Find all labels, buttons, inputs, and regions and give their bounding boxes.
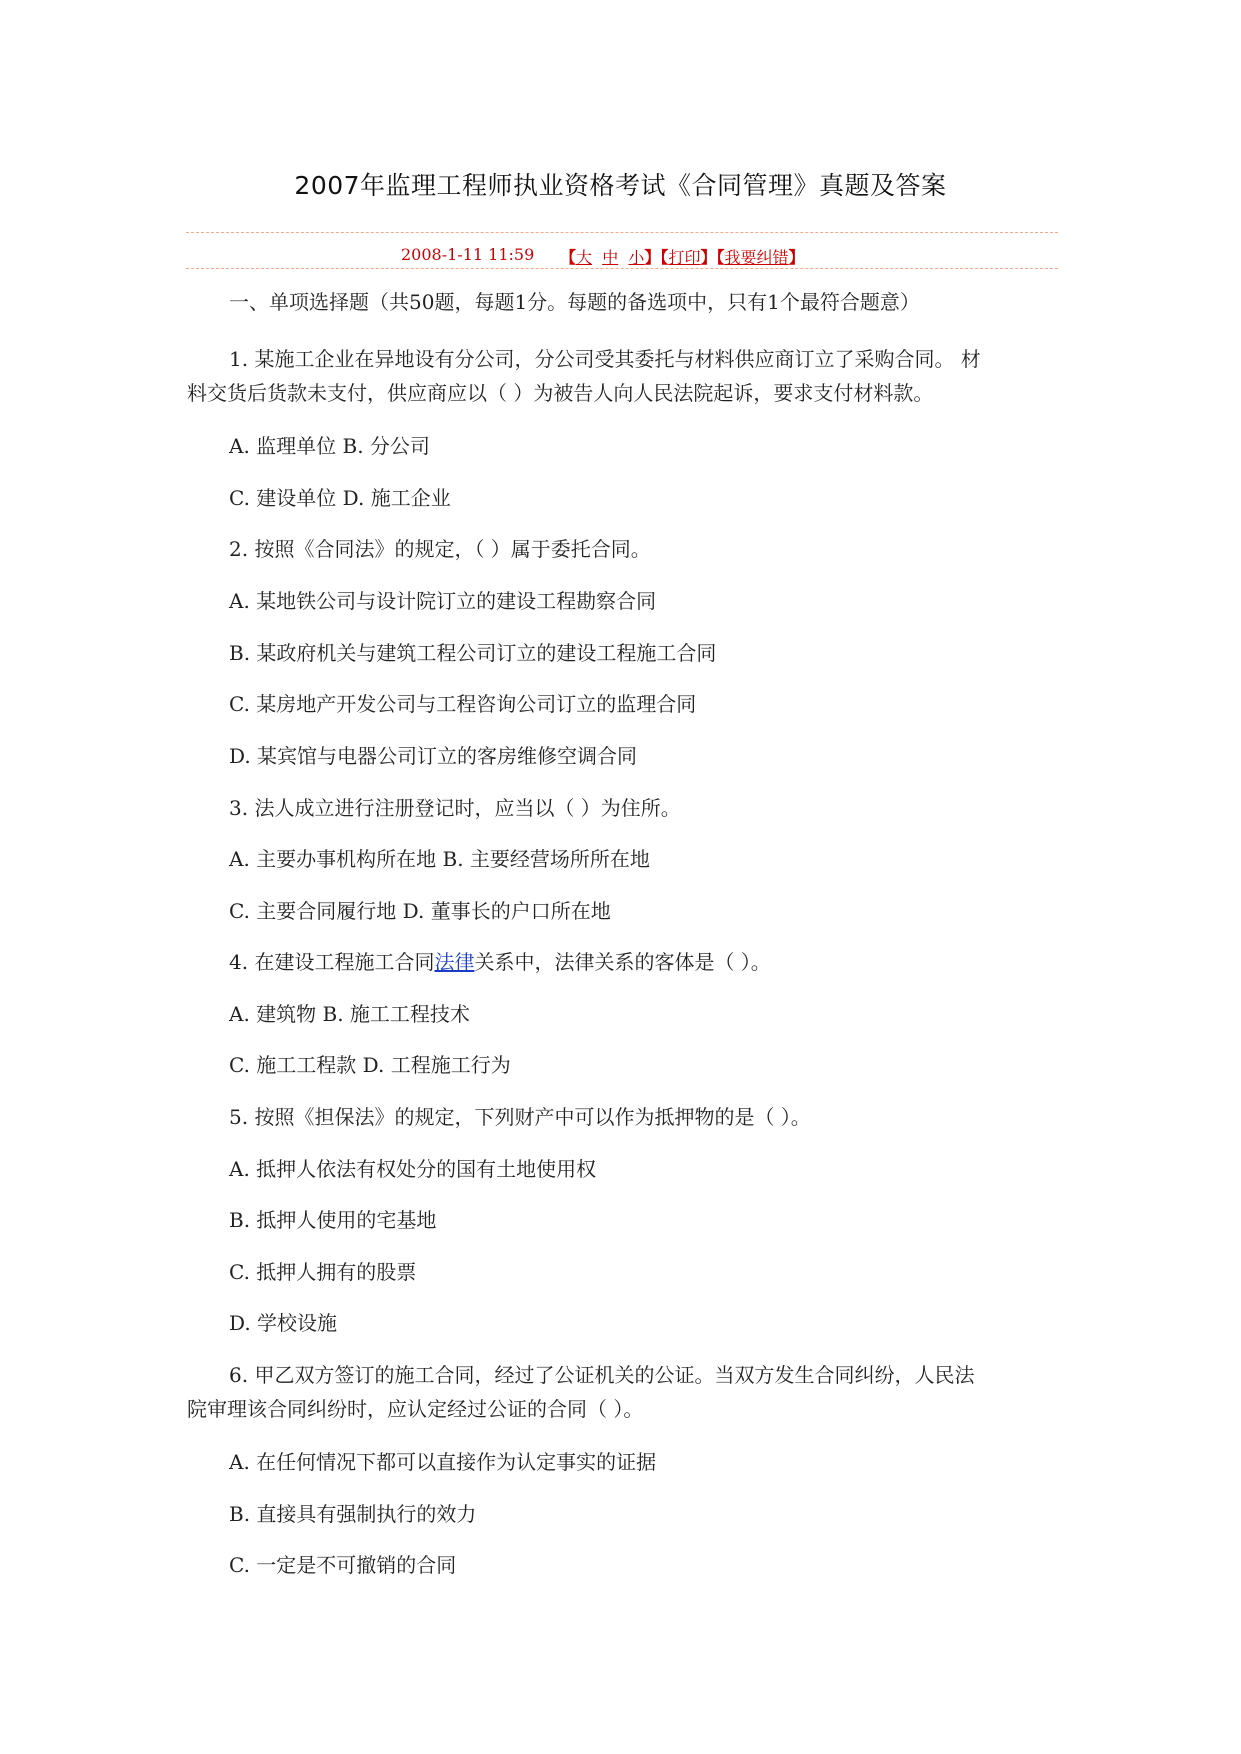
- question-stem: 6. 甲乙双方签订的施工合同，经过了公证机关的公证。当双方发生合同纠纷，人民法: [229, 1363, 975, 1387]
- option-line: A. 抵押人依法有权处分的国有土地使用权: [229, 1157, 597, 1181]
- bracket-open: 【: [716, 248, 725, 267]
- option-line: D. 学校设施: [229, 1311, 338, 1335]
- option-line: D. 某宾馆与电器公司订立的客房维修空调合同: [229, 744, 638, 768]
- article-meta-bar: [0, 243, 1241, 267]
- option-line: B. 直接具有强制执行的效力: [229, 1502, 477, 1526]
- option-line: A. 在任何情况下都可以直接作为认定事实的证据: [229, 1450, 657, 1474]
- question-stem: 5. 按照《担保法》的规定，下列财产中可以作为抵押物的是（ ）。: [229, 1105, 811, 1129]
- font-size-medium-link[interactable]: 中: [602, 248, 619, 267]
- question-stem: 料交货后货款未支付，供应商应以（ ）为被告人向人民法院起诉，要求支付材料款。: [187, 381, 934, 405]
- option-line: B. 某政府机关与建筑工程公司订立的建设工程施工合同: [229, 641, 717, 665]
- bracket-open: 【: [660, 248, 669, 267]
- report-error-link[interactable]: 我要纠错: [724, 248, 789, 267]
- bracket-close: 】: [788, 248, 805, 267]
- bracket-close: 】: [644, 248, 661, 267]
- option-line: A. 某地铁公司与设计院订立的建设工程勘察合同: [229, 589, 657, 613]
- question-stem-text: 4. 在建设工程施工合同: [229, 950, 435, 974]
- question-stem: 院审理该合同纠纷时，应认定经过公证的合同（ ）。: [187, 1397, 644, 1421]
- option-line: B. 抵押人使用的宅基地: [229, 1208, 437, 1232]
- option-line: C. 建设单位 D. 施工企业: [229, 486, 451, 510]
- article-tools: [560, 245, 805, 268]
- question-stem: [229, 949, 771, 975]
- divider-top: [186, 232, 1058, 233]
- option-line: C. 抵押人拥有的股票: [229, 1260, 417, 1284]
- option-line: A. 主要办事机构所在地 B. 主要经营场所所在地: [229, 847, 650, 871]
- question-stem-text: 关系中，法律关系的客体是（ ）。: [474, 950, 771, 974]
- page-title: 2007年监理工程师执业资格考试《合同管理》真题及答案: [294, 171, 947, 200]
- question-stem: 3. 法人成立进行注册登记时，应当以（ ）为住所。: [229, 796, 681, 820]
- publish-date: 2008-1-11 11:59: [401, 245, 535, 264]
- question-stem: 2. 按照《合同法》的规定，（ ）属于委托合同。: [229, 537, 651, 561]
- option-line: C. 一定是不可撤销的合同: [229, 1553, 457, 1577]
- option-line: A. 建筑物 B. 施工工程技术: [229, 1002, 470, 1026]
- option-line: C. 施工工程款 D. 工程施工行为: [229, 1053, 511, 1077]
- option-line: A. 监理单位 B. 分公司: [229, 434, 430, 458]
- question-stem: 1. 某施工企业在异地设有分公司，分公司受其委托与材料供应商订立了采购合同。 材: [229, 347, 981, 371]
- section-heading: 一、单项选择题（共50题，每题1分。每题的备选项中，只有1个最符合题意）: [229, 290, 920, 314]
- bracket-close: 】: [700, 248, 717, 267]
- print-link[interactable]: 打印: [668, 248, 701, 267]
- option-line: C. 主要合同履行地 D. 董事长的户口所在地: [229, 899, 611, 923]
- law-link[interactable]: 法律: [434, 950, 475, 974]
- divider-bottom: [186, 268, 1058, 269]
- bracket-open: 【: [560, 248, 577, 267]
- option-line: C. 某房地产开发公司与工程咨询公司订立的监理合同: [229, 692, 697, 716]
- font-size-large-link[interactable]: 大: [576, 248, 593, 267]
- font-size-small-link[interactable]: 小: [628, 248, 645, 267]
